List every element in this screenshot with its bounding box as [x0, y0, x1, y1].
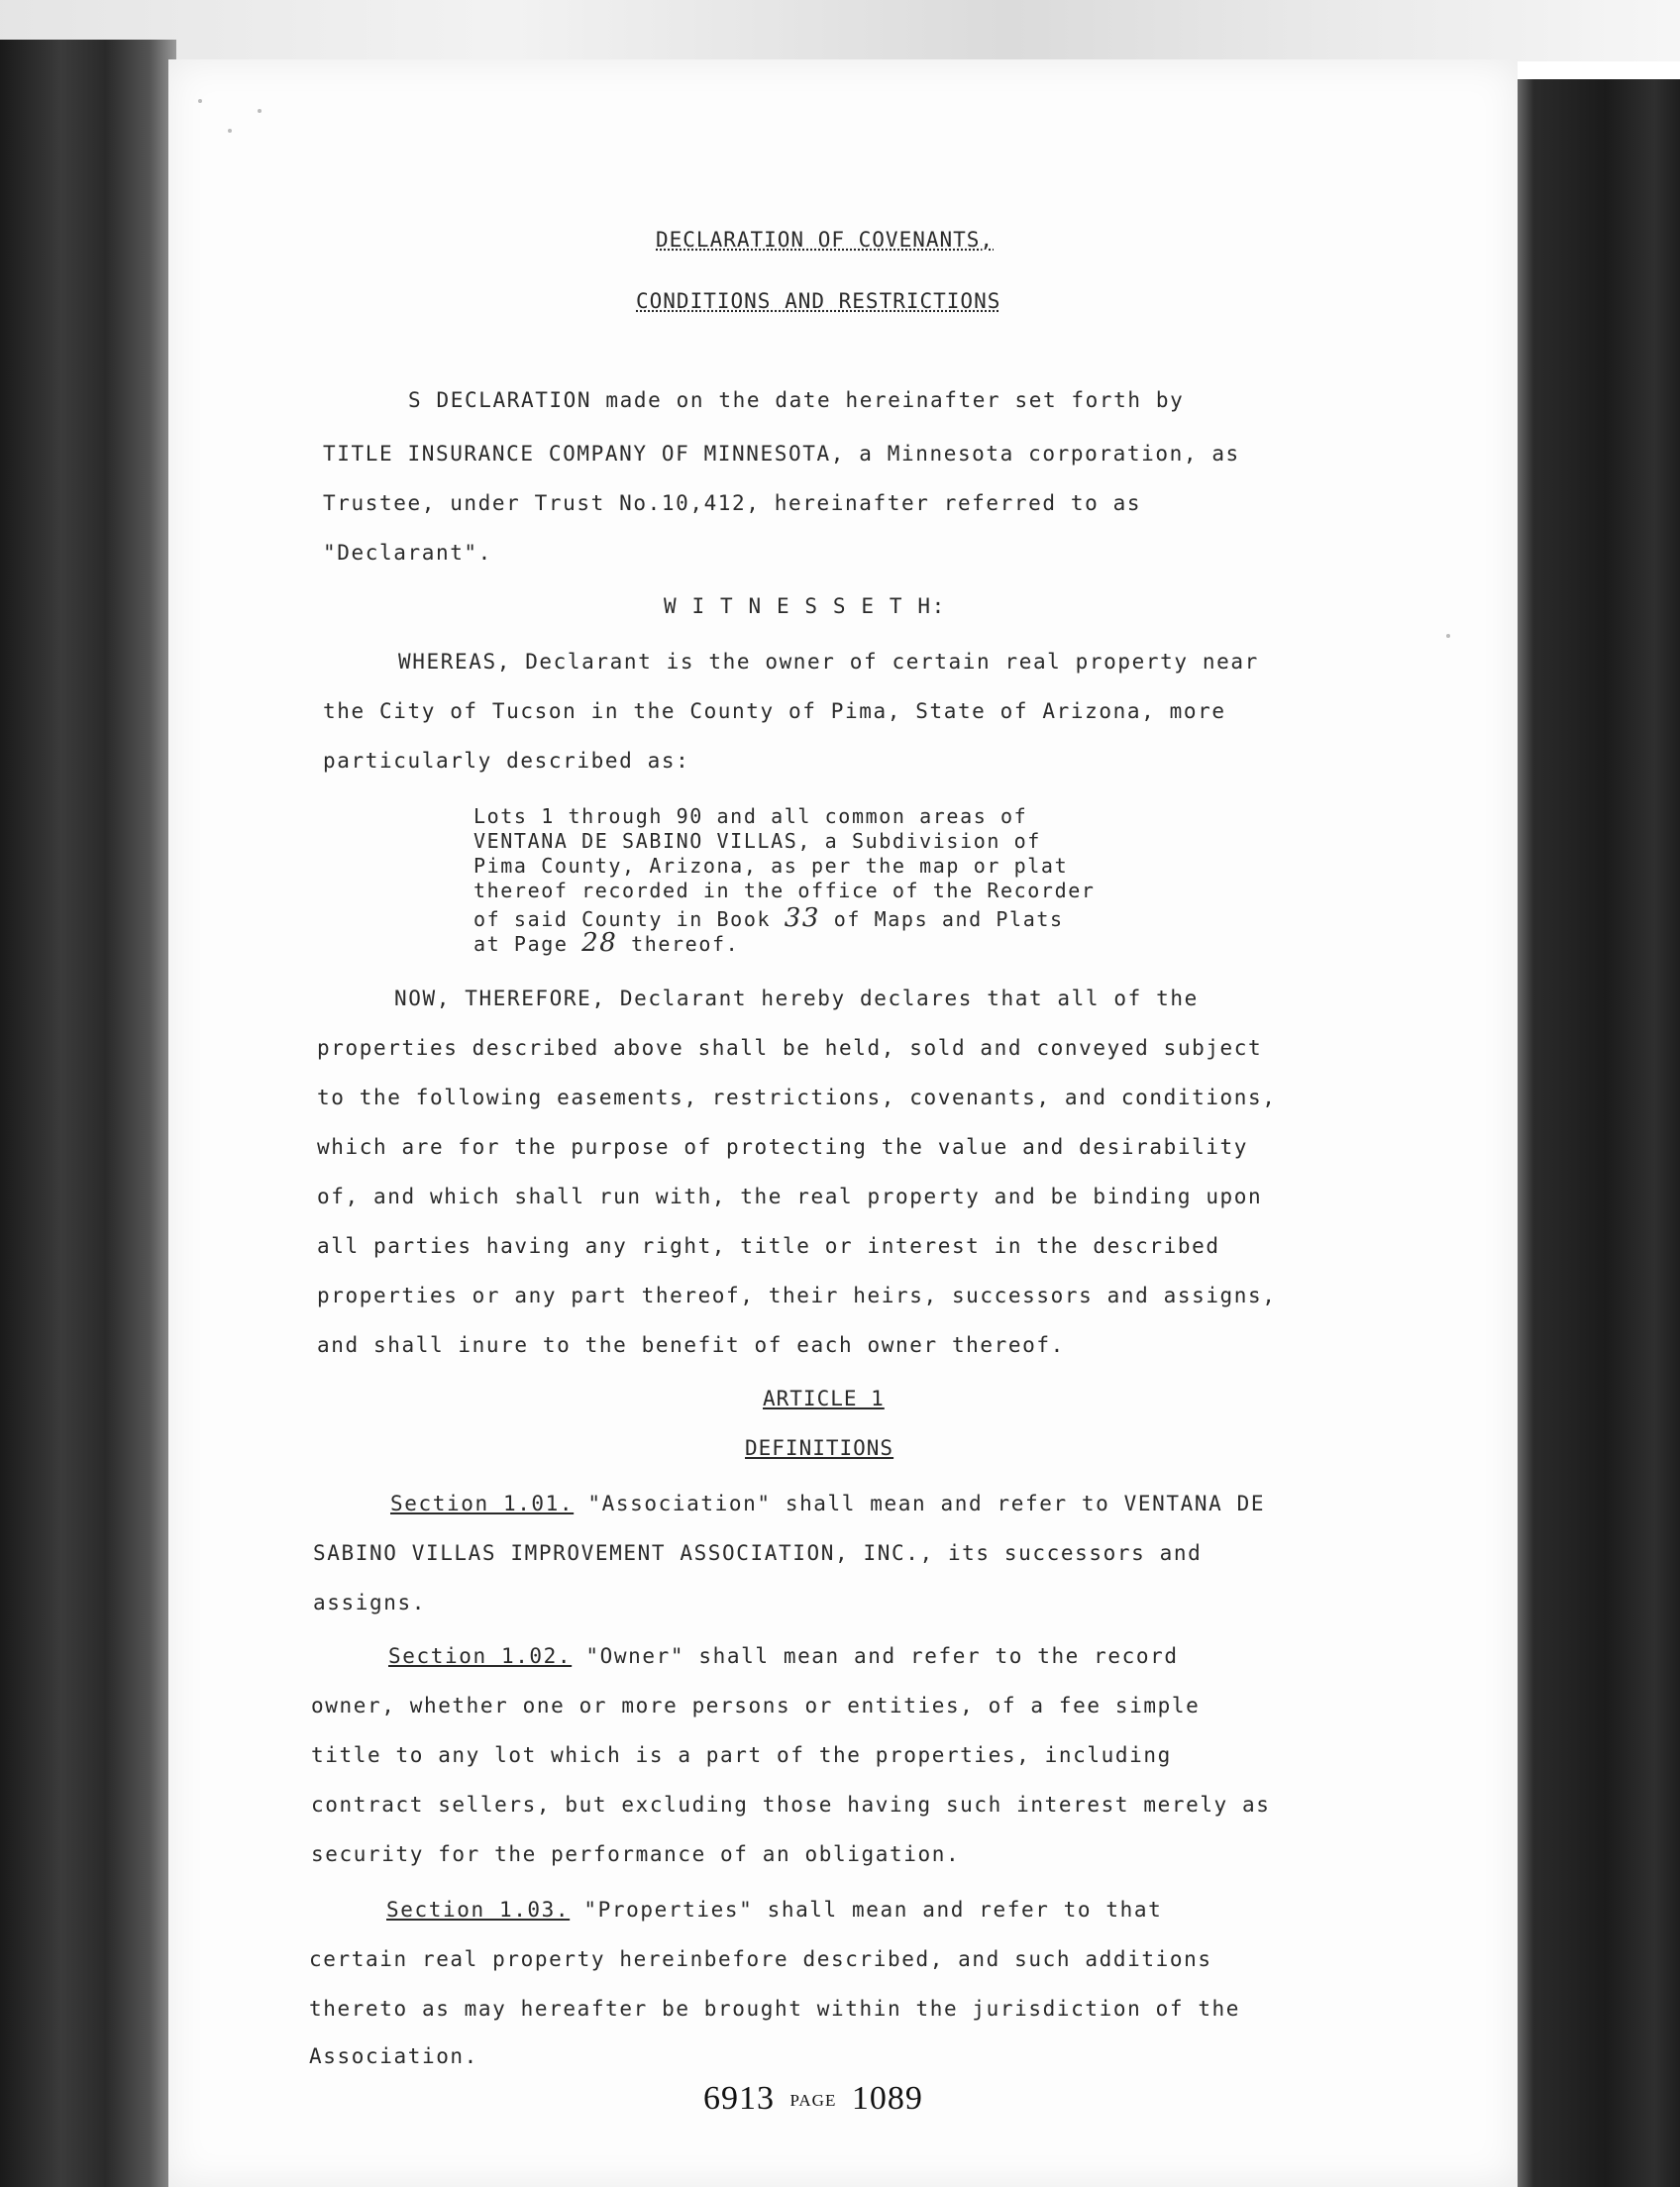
recording-page: 1089	[851, 2080, 923, 2117]
recording-page-word: PAGE	[789, 2091, 837, 2111]
book-suffix: of Maps and Plats	[833, 907, 1064, 931]
scan-speck	[258, 109, 262, 113]
section-1-02-line-2: owner, whether one or more persons or entities, of a fee simple	[311, 1694, 1201, 1718]
scan-right-border	[1514, 79, 1680, 2187]
section-1-03-line-2: certain real property hereinbefore described, and such additions	[309, 1947, 1212, 1971]
document-page	[168, 59, 1518, 2187]
now-therefore-line-4: which are for the purpose of protecting the value and desirability	[317, 1135, 1249, 1159]
legal-description-line: Lots 1 through 90 and all common areas of	[473, 804, 1028, 828]
now-therefore-line-2: properties described above shall be held, sold and conveyed subject	[317, 1036, 1263, 1060]
now-therefore-line-7: properties or any part thereof, their heirs, successors and assigns,	[317, 1284, 1277, 1307]
scan-speck	[228, 129, 232, 133]
scan-speck	[1446, 634, 1450, 638]
section-1-03-line-3: thereto as may hereafter be brought within the jurisdiction of the	[309, 1997, 1241, 2021]
intro-line-4: "Declarant".	[323, 541, 492, 565]
now-therefore-line-5: of, and which shall run with, the real property and be binding upon	[317, 1185, 1263, 1208]
section-1-01-line-2: SABINO VILLAS IMPROVEMENT ASSOCIATION, INC., its successors and	[313, 1541, 1203, 1565]
intro-line-3: Trustee, under Trust No.10,412, hereinafter referred to as	[323, 491, 1142, 515]
document-body	[168, 59, 1518, 2187]
legal-description-line: VENTANA DE SABINO VILLAS, a Subdivision of	[473, 829, 1041, 853]
witnesseth-heading: W I T N E S S E T H:	[664, 594, 946, 618]
section-1-01-text: "Association" shall mean and refer to VENTANA DE	[587, 1492, 1266, 1515]
page-number-handwritten: 28	[581, 928, 618, 958]
article-heading: ARTICLE 1	[763, 1387, 885, 1410]
book-number-handwritten: 33	[784, 903, 821, 933]
section-1-01-line-3: assigns.	[313, 1591, 426, 1614]
document-title-line-1: DECLARATION OF COVENANTS,	[656, 228, 995, 252]
section-1-03-text: "Properties" shall mean and refer to that	[583, 1898, 1163, 1922]
now-therefore-line-6: all parties having any right, title or interest in the described	[317, 1234, 1220, 1258]
scan-speck	[198, 99, 202, 103]
recording-stamp	[703, 2080, 923, 2118]
scan-left-border	[0, 40, 176, 2187]
section-1-03-first-line	[386, 1898, 1162, 1922]
now-therefore-line-1: NOW, THEREFORE, Declarant hereby declares that all of the	[394, 987, 1199, 1010]
scan-top-edge	[0, 0, 1680, 61]
intro-line-1: S DECLARATION made on the date hereinafter set forth by	[408, 388, 1185, 412]
book-prefix: of said County in Book	[473, 907, 772, 931]
section-1-02-text: "Owner" shall mean and refer to the record	[585, 1644, 1179, 1668]
section-1-02-line-3: title to any lot which is a part of the properties, including	[311, 1743, 1172, 1767]
whereas-line-1: WHEREAS, Declarant is the owner of certain real property near	[398, 650, 1259, 674]
legal-description-line: Pima County, Arizona, as per the map or plat	[473, 854, 1069, 878]
now-therefore-line-8: and shall inure to the benefit of each owner thereof.	[317, 1333, 1065, 1357]
legal-description-line: thereof recorded in the office of the Recorder	[473, 879, 1096, 902]
whereas-line-3: particularly described as:	[323, 749, 690, 773]
now-therefore-line-3: to the following easements, restrictions, covenants, and conditions,	[317, 1086, 1277, 1109]
section-1-02-first-line	[388, 1644, 1179, 1668]
whereas-line-2: the City of Tucson in the County of Pima, State of Arizona, more	[323, 699, 1226, 723]
document-title-line-2: CONDITIONS AND RESTRICTIONS	[636, 289, 1001, 313]
recording-docket: 6913	[703, 2080, 775, 2117]
section-1-03-label: Section 1.03.	[386, 1898, 571, 1922]
section-1-02-label: Section 1.02.	[388, 1644, 573, 1668]
article-title: DEFINITIONS	[745, 1436, 894, 1460]
intro-line-2: TITLE INSURANCE COMPANY OF MINNESOTA, a Minnesota corporation, as	[323, 442, 1240, 466]
section-1-01-first-line	[390, 1492, 1265, 1515]
section-1-03-line-4: Association.	[309, 2044, 478, 2068]
section-1-01-label: Section 1.01.	[390, 1492, 575, 1515]
page-prefix: at Page	[473, 932, 569, 956]
section-1-02-line-4: contract sellers, but excluding those having such interest merely as	[311, 1793, 1271, 1817]
legal-description-page-line	[473, 928, 739, 958]
page-suffix: thereof.	[631, 932, 740, 956]
section-1-02-line-5: security for the performance of an obligation.	[311, 1842, 961, 1866]
